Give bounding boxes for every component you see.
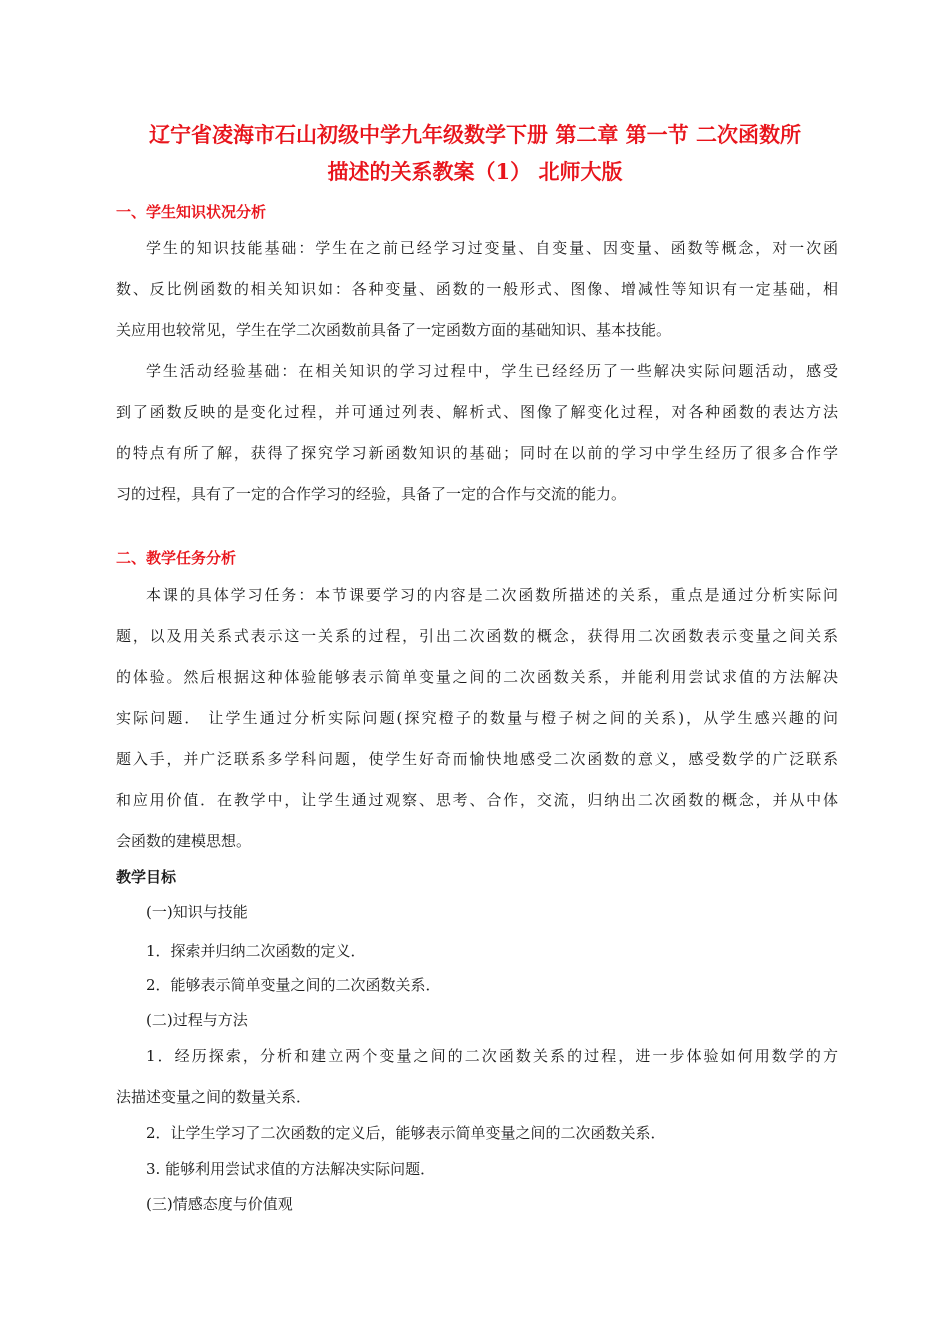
text-line: 本课的具体学习任务：本节课要学习的内容是二次函数所描述的关系，重点是通过分析实际问	[146, 586, 838, 604]
teaching-goals-label: 教学目标	[116, 868, 177, 886]
section-heading-task-analysis: 二、教学任务分析	[116, 549, 237, 567]
text-line: 到了函数反映的是变化过程，并可通过列表、解析式、图像了解变化过程，对各种函数的表达方法	[116, 403, 838, 421]
title-line-1: 辽宁省凌海市石山初级中学九年级数学下册 第二章 第一节 二次函数所	[149, 122, 801, 147]
paragraph-activity-experience	[116, 351, 838, 515]
goal-item: 2．能够表示简单变量之间的二次函数关系．	[146, 976, 441, 994]
text-line: 习的过程，具有了一定的合作学习的经验，具备了一定的合作与交流的能力。	[116, 485, 627, 503]
text-line: 学生活动经验基础：在相关知识的学习过程中，学生已经经历了一些解决实际问题活动，感受	[146, 362, 838, 380]
text-line: 的特点有所了解，获得了探究学习新函数知识的基础；同时在以前的学习中学生经历了很多合作学	[116, 444, 838, 462]
text-line: 1．经历探索，分析和建立两个变量之间的二次函数关系的过程，进一步体验如何用数学的方	[146, 1047, 838, 1065]
goal-subheading-knowledge: (一)知识与技能	[146, 903, 248, 921]
text-line: 关应用也较常见，学生在学二次函数前具备了一定函数方面的基础知识、基本技能。	[116, 321, 672, 339]
goal-item-multiline	[116, 1036, 838, 1118]
goal-item: 3. 能够利用尝试求值的方法解决实际问题．	[146, 1160, 436, 1178]
text-line: 和应用价值．在教学中，让学生通过观察、思考、合作，交流，归纳出二次函数的概念，并从中体	[116, 791, 838, 809]
text-line: 题入手，并广泛联系多学科问题，使学生好奇而愉快地感受二次函数的意义，感受数学的广泛联系	[116, 750, 838, 768]
text-line: 法描述变量之间的数量关系．	[116, 1088, 312, 1106]
text-line: 学生的知识技能基础：学生在之前已经学习过变量、自变量、因变量、函数等概念，对一次函	[146, 239, 838, 257]
goal-item: 2．让学生学习了二次函数的定义后，能够表示简单变量之间的二次函数关系．	[146, 1124, 666, 1142]
document-title	[100, 116, 850, 190]
section-heading-student-analysis: 一、学生知识状况分析	[116, 203, 267, 221]
text-line: 的体验。然后根据这种体验能够表示简单变量之间的二次函数关系，并能利用尝试求值的方法解决	[116, 668, 838, 686]
goal-item: 1．探索并归纳二次函数的定义．	[146, 942, 366, 960]
text-line: 数、反比例函数的相关知识如：各种变量、函数的一般形式、图像、增减性等知识有一定基础，相	[116, 280, 838, 298]
goal-subheading-attitude: (三)情感态度与价值观	[146, 1195, 293, 1213]
text-line: 会函数的建模思想。	[116, 832, 252, 850]
paragraph-learning-task	[116, 575, 838, 862]
goal-subheading-process: (二)过程与方法	[146, 1011, 248, 1029]
text-line: 实际问题． 让学生通过分析实际问题(探究橙子的数量与橙子树之间的关系)，从学生感兴趣的问	[116, 709, 838, 727]
text-line: 题，以及用关系式表示这一关系的过程，引出二次函数的概念，获得用二次函数表示变量之间关系	[116, 627, 838, 645]
title-line-2: 描述的关系教案（1） 北师大版	[327, 159, 623, 184]
paragraph-knowledge-base	[116, 228, 838, 351]
